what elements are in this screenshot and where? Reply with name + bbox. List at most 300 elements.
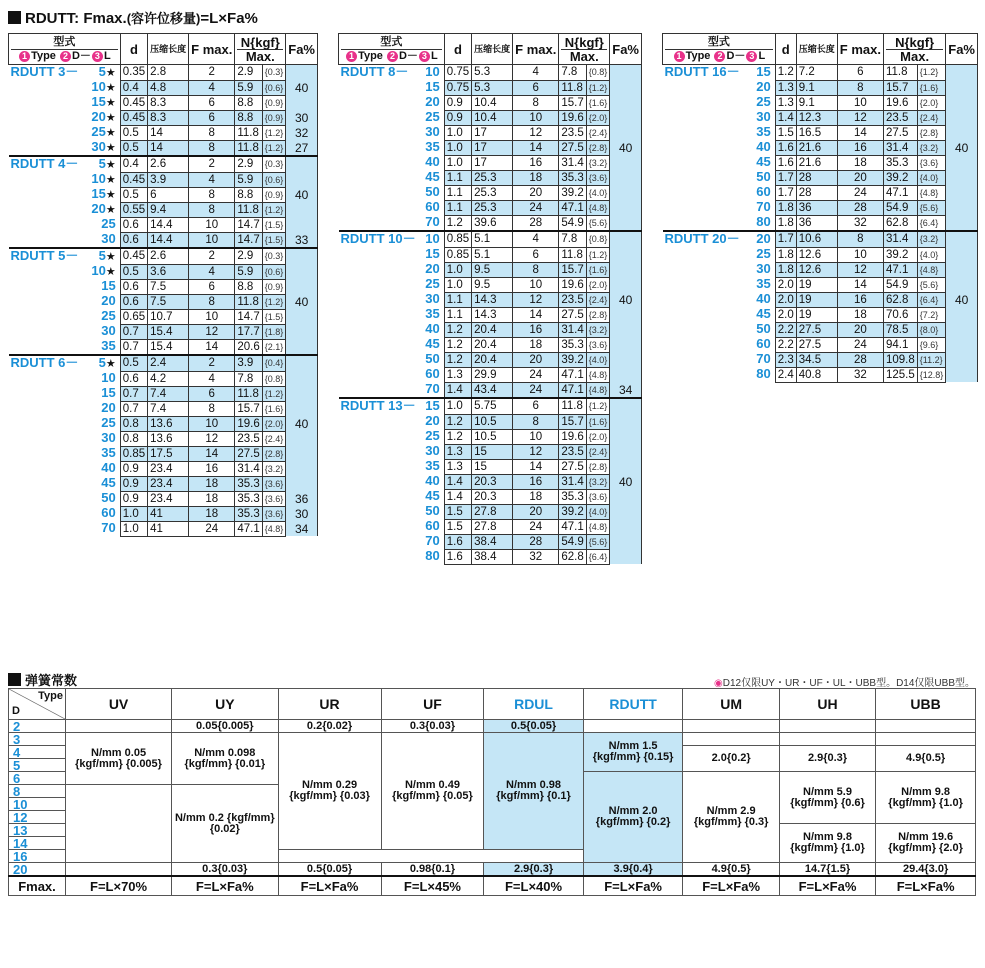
d-cell: 1.8 [775,262,796,277]
table-row [9,371,318,386]
load-cell: 19.6 [559,429,586,444]
d-value: 6 [9,772,66,785]
table-row [339,65,642,81]
fa-cell [946,307,978,322]
model-cell [339,215,444,231]
length-value: 30 [425,291,440,306]
model-cell [9,232,120,248]
length-value: 30 [425,124,440,139]
compressed-length-cell: 2.4 [148,355,189,371]
ur-top: 0.2{0.02} [278,720,381,733]
d-cell: 1.6 [444,549,471,564]
fmax-cell: 4 [189,80,235,95]
fmax-cell: 8 [189,294,235,309]
kgf-cell: {2.8} [586,307,610,322]
model-cell [9,521,120,536]
model-cell [339,262,444,277]
model-cell [9,446,120,461]
d-value: 13 [9,824,66,837]
model-cell [9,279,120,294]
load-cell: 31.4 [883,140,917,155]
fmax-cell: 28 [837,200,883,215]
kgf-cell: {6.4} [917,215,946,231]
table-row [339,429,642,444]
fmax-header: F max. [837,34,883,65]
d-cell: 0.45 [120,172,147,187]
length-value: 20 [91,201,106,216]
fmax-rdutt: F=L×Fa% [583,876,683,896]
table-row [339,444,642,459]
fa-cell [610,322,642,337]
fa-cell [610,459,642,474]
fmax-cell: 18 [513,489,559,504]
fa-cell [946,125,978,140]
compressed-length-cell: 20.4 [472,352,513,367]
fmax-cell: 10 [189,309,235,324]
type-header-rdutt: RDUTT [583,689,683,720]
load-cell: 35.3 [559,337,586,352]
fmax-cell: 24 [513,382,559,398]
table-row [339,352,642,367]
model-cell [9,461,120,476]
star-icon: ★ [105,112,116,124]
type-header-uy: UY [172,689,278,720]
load-cell: 19.6 [235,416,262,431]
model-cell [339,414,444,429]
load-cell: 11.8 [235,294,262,309]
ubb-top: 4.9{0.5} [876,746,976,772]
compressed-length-cell: 43.4 [472,382,513,398]
number-2-icon: 2 [714,51,725,62]
fmax-cell: 16 [513,474,559,489]
compressed-length-cell: 27.8 [472,519,513,534]
table-row [9,172,318,187]
fa-cell [946,247,978,262]
fmax-cell: 24 [837,185,883,200]
length-value: 30 [756,109,771,124]
d-value: 2 [9,720,66,733]
kgf-cell: {4.0} [917,170,946,185]
compressed-length-cell: 2.6 [148,156,189,172]
d-cell: 0.8 [120,431,147,446]
fmax-cell: 28 [837,352,883,367]
fa-cell: 40 [946,140,978,155]
d-cell: 2.3 [775,352,796,367]
model-cell [9,294,120,309]
d-cell: 0.7 [120,339,147,355]
fmax-cell: 16 [513,322,559,337]
spec-table-1 [8,33,318,537]
load-cell: 11.8 [235,125,262,140]
fa-cell [946,337,978,352]
kgf-cell: {4.8} [586,519,610,534]
load-cell: 11.8 [235,386,262,401]
fa-cell [610,367,642,382]
corner-cell: Type D [9,689,66,720]
fa-cell [286,386,318,401]
uh-top: 2.9{0.3} [779,746,875,772]
d-cell: 0.5 [120,125,147,140]
table-row [663,307,978,322]
length-value: 80 [756,366,771,381]
load-cell: 54.9 [883,277,917,292]
load-cell: 5.9 [235,264,262,279]
compressed-length-cell: 9.5 [472,262,513,277]
fa-cell [286,355,318,371]
load-cell: 11.8 [883,65,917,81]
fmax-cell: 28 [513,215,559,231]
d-cell: 1.6 [444,534,471,549]
fmax-cell: 12 [513,125,559,140]
load-cell: 7.8 [235,371,262,386]
fa-cell [286,371,318,386]
length-value: 10 [91,263,106,278]
kgf-cell: {8.0} [917,322,946,337]
load-cell: 47.1 [883,185,917,200]
uf-mid: N/mm 0.49 {kgf/mm} {0.05} [381,733,484,850]
fmax-cell: 6 [513,80,559,95]
kgf-cell: {0.3} [262,65,286,81]
compressed-length-cell: 9.4 [148,202,189,217]
model-cell [339,231,444,247]
model-cell [9,202,120,217]
length-value: 40 [756,291,771,306]
star-icon: ★ [105,251,116,263]
kgf-cell: {1.2} [262,125,286,140]
compressed-length-cell: 21.6 [796,140,837,155]
fa-cell [946,215,978,231]
table-row [663,170,978,185]
compressed-length-cell: 6 [148,187,189,202]
length-value: 60 [756,184,771,199]
length-value: 5 [98,64,106,79]
compressed-length-cell: 7.4 [148,401,189,416]
length-value: 20 [756,231,771,246]
type-header-ubb: UBB [876,689,976,720]
kgf-cell: {0.6} [262,264,286,279]
length-value: 15 [101,385,116,400]
model-name: RDUTT 3－ [10,64,79,79]
fa-cell [286,95,318,110]
compressed-length-cell: 41 [148,521,189,536]
table-row [9,110,318,125]
d-cell: 1.0 [444,398,471,414]
d-cell: 0.45 [120,95,147,110]
fa-header: Fa% [286,34,318,65]
fa-cell [610,444,642,459]
type-header: 型式 1 Type 2 D－ 3 L [663,34,776,65]
table-row [663,352,978,367]
fa-cell [946,65,978,81]
d-cell: 0.8 [120,416,147,431]
table-row [339,110,642,125]
compressed-length-cell: 14.3 [472,292,513,307]
d-cell: 0.5 [120,140,147,156]
fmax-header: F max. [513,34,559,65]
kgf-cell: {2.4} [262,431,286,446]
model-cell [339,155,444,170]
fmax-cell: 20 [513,185,559,200]
fa-cell: 40 [286,416,318,431]
kgf-cell: {3.2} [262,461,286,476]
fa-cell [286,217,318,232]
model-cell [9,309,120,324]
kgf-cell: {1.6} [586,262,610,277]
fa-cell [610,215,642,231]
kgf-cell: {0.8} [586,65,610,81]
length-value: 40 [425,473,440,488]
load-cell: 27.5 [235,446,262,461]
length-value: 50 [425,351,440,366]
model-cell [339,367,444,382]
d-cell: 0.6 [120,232,147,248]
kgf-cell: {3.6} [586,170,610,185]
fa-cell [946,95,978,110]
compressed-length-cell: 7.5 [148,279,189,294]
d-cell: 0.9 [120,491,147,506]
um-top: 2.0{0.2} [683,746,779,772]
compressed-length-cell: 10.4 [472,110,513,125]
load-cell: 31.4 [883,231,917,247]
number-2-icon: 2 [387,51,398,62]
d-cell: 2.0 [775,307,796,322]
compressed-length-cell: 2.8 [148,65,189,81]
compressed-length-cell: 20.4 [472,337,513,352]
model-cell [9,125,120,140]
length-value: 45 [425,336,440,351]
kgf-cell: {1.5} [262,217,286,232]
model-cell [339,277,444,292]
table-row [9,446,318,461]
table-row [9,324,318,339]
model-cell [339,534,444,549]
d-cell: 0.35 [120,65,147,81]
load-cell: 54.9 [559,534,586,549]
load-cell: 3.9 [235,355,262,371]
fmax-cell: 8 [837,80,883,95]
fa-cell [946,231,978,247]
model-cell [339,337,444,352]
compressed-length-cell: 25.3 [472,185,513,200]
load-cell: 14.7 [235,309,262,324]
model-cell [663,140,775,155]
length-value: 50 [756,169,771,184]
d-value: 4 [9,746,66,759]
length-value: 25 [425,428,440,443]
type-header: 型式 1 Type 2 D－ 3 L [339,34,445,65]
table-row [339,307,642,322]
load-cell: 23.5 [559,125,586,140]
model-cell [9,506,120,521]
compressed-length-cell: 38.4 [472,549,513,564]
rdutt-mid2: N/mm 2.0 {kgf/mm} {0.2} [583,772,683,863]
table-row [9,248,318,264]
d-cell: 0.75 [444,65,471,81]
fmax-cell: 32 [837,367,883,382]
d-cell: 1.7 [775,185,796,200]
d-cell: 1.2 [444,414,471,429]
uy-top: 0.05{0.005} [172,720,278,733]
model-cell [663,155,775,170]
load-cell: 39.2 [559,504,586,519]
kgf-cell: {5.6} [917,277,946,292]
length-value: 40 [756,139,771,154]
d-cell: 1.1 [444,307,471,322]
star-icon: ★ [105,67,116,79]
d-cell: 1.2 [444,352,471,367]
model-cell [339,185,444,200]
length-value: 40 [101,460,116,475]
kgf-cell: {3.2} [917,231,946,247]
kgf-cell: {5.6} [917,200,946,215]
load-cell: 35.3 [235,491,262,506]
load-cell: 54.9 [883,200,917,215]
d-cell: 1.1 [444,185,471,200]
length-value: 60 [101,505,116,520]
load-cell: 8.8 [235,187,262,202]
fmax-cell: 8 [189,401,235,416]
length-value: 25 [425,276,440,291]
d-cell: 1.3 [444,367,471,382]
kgf-cell: {0.9} [262,110,286,125]
uh-bottom: 14.7{1.5} [779,863,875,877]
length-value: 15 [756,64,771,79]
type-header-rdul: RDUL [484,689,583,720]
table-row [339,414,642,429]
compressed-length-cell: 15.4 [148,324,189,339]
fmax-cell: 6 [189,110,235,125]
fmax-cell: 2 [189,355,235,371]
fmax-cell: 2 [189,65,235,81]
model-cell [339,444,444,459]
model-name: RDUTT 20－ [664,231,740,246]
kgf-cell: {1.2} [917,65,946,81]
fmax-cell: 18 [189,506,235,521]
d-cell: 2.4 [775,367,796,382]
d-value: 12 [9,811,66,824]
table-row [339,474,642,489]
load-cell: 5.9 [235,80,262,95]
compressed-length-cell: 27.5 [796,322,837,337]
length-value: 70 [756,199,771,214]
d-cell: 0.9 [444,95,471,110]
load-cell: 5.9 [235,172,262,187]
load-cell: 47.1 [559,519,586,534]
model-cell [339,292,444,307]
kgf-cell: {4.0} [586,352,610,367]
load-cell: 7.8 [559,65,586,81]
model-cell [663,322,775,337]
d-cell: 1.0 [444,262,471,277]
fa-cell [610,65,642,81]
d-cell: 0.4 [120,156,147,172]
compressed-length-cell: 14.4 [148,217,189,232]
compressed-length-cell: 4.2 [148,371,189,386]
fmax-cell: 24 [513,200,559,215]
fa-cell [946,322,978,337]
length-value: 10 [91,171,106,186]
load-cell: 8.8 [235,279,262,294]
model-title: RDUTT [25,10,75,27]
model-cell [663,367,775,382]
d-cell: 1.8 [775,215,796,231]
model-cell [339,398,444,414]
fmax-cell: 4 [189,371,235,386]
compressed-length-cell: 19 [796,307,837,322]
d-cell: 0.5 [120,355,147,371]
fa-cell [286,65,318,81]
length-value: 5 [98,355,106,370]
compressed-length-cell: 13.6 [148,416,189,431]
load-cell: 14.7 [235,232,262,248]
fa-cell [610,155,642,170]
table-row [339,155,642,170]
model-cell [9,95,120,110]
kgf-cell: {4.0} [586,504,610,519]
fmax-cell: 14 [513,307,559,322]
length-value: 25 [91,124,106,139]
spring-header-row [9,689,976,720]
d-cell: 0.4 [120,80,147,95]
fmax-cell: 18 [837,155,883,170]
kgf-cell: {7.2} [917,307,946,322]
type-header-uh: UH [779,689,875,720]
load-cell: 31.4 [559,155,586,170]
compressed-length-header: 压缩长度 [148,34,189,65]
d-cell: 1.2 [775,65,796,81]
model-cell [663,337,775,352]
load-cell: 27.5 [559,140,586,155]
model-cell [663,170,775,185]
load-cell: 2.9 [235,65,262,81]
d-value: 5 [9,759,66,772]
table-row [663,215,978,231]
compressed-length-cell: 5.1 [472,231,513,247]
ubb-bottom: 29.4{3.0} [876,863,976,877]
table-row [9,416,318,431]
fmax-cell: 10 [513,277,559,292]
model-cell [339,95,444,110]
d-cell: 1.8 [775,200,796,215]
length-value: 30 [756,261,771,276]
model-cell [663,292,775,307]
kgf-cell: {3.6} [586,337,610,352]
fa-cell [610,307,642,322]
d-cell: 2.2 [775,322,796,337]
kgf-cell: {2.8} [586,459,610,474]
kgf-cell: {1.2} [262,386,286,401]
fa-cell [610,110,642,125]
kgf-cell: {3.6} [262,491,286,506]
uv-mid: N/mm 0.05 {kgf/mm} {0.005} [66,733,172,785]
table-row [663,125,978,140]
kgf-cell: {1.5} [262,309,286,324]
d-cell: 1.4 [444,382,471,398]
fmax-cell: 18 [513,170,559,185]
table-row [9,461,318,476]
kgf-cell: {0.9} [262,187,286,202]
compressed-length-cell: 34.5 [796,352,837,367]
fa-cell: 40 [610,292,642,307]
spring-note: ◉D12仅限UY・UR・UF・UL・UBB型。D14仅限UBB型。 [714,678,975,689]
star-icon: ★ [105,204,116,216]
table-row [9,95,318,110]
model-cell [663,215,775,231]
table-row [9,309,318,324]
d-cell: 1.2 [444,322,471,337]
model-name: RDUTT 13－ [340,398,416,413]
d-cell: 1.5 [775,125,796,140]
